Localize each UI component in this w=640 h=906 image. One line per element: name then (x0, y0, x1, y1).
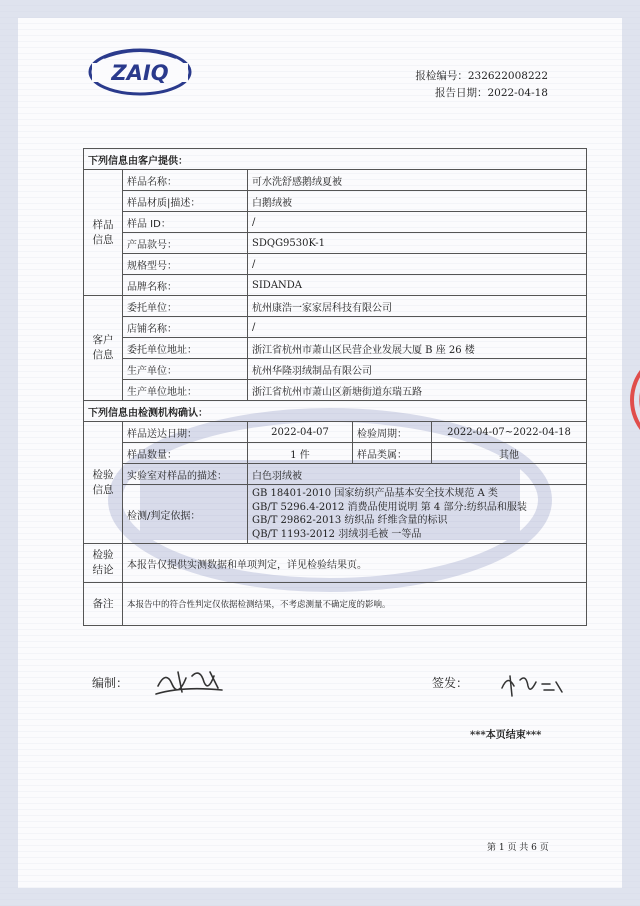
lab-section-title: 下列信息由检测机构确认： (84, 401, 587, 422)
remark-label: 备注 (84, 583, 123, 626)
client-address-value: 浙江省杭州市萧山区民营企业发展大厦 B 座 26 楼 (248, 338, 587, 359)
manufacturer-address-label: 生产单位地址： (123, 380, 248, 401)
sample-id-label: 样品 ID： (123, 212, 248, 233)
quantity-category-row (248, 443, 586, 463)
sample-info-group: 样品 信息 (84, 170, 123, 296)
official-seal-stamp (620, 340, 640, 460)
conclusion-label: 检验 结论 (84, 544, 123, 583)
spec-model-label: 规格型号： (123, 254, 248, 275)
received-date-label: 样品送达日期： (123, 422, 248, 443)
period-value: 2022-04-07~2022-04-18 (447, 426, 571, 438)
standards-label: 检测/判定依据： (123, 485, 248, 544)
report-date: 2022-04-18 (487, 87, 548, 99)
conclusion-text: 本报告仅提供实测数据和单项判定，详见检验结果页。 (123, 544, 587, 583)
approver-signature (498, 670, 568, 698)
page-number: 第 1 页 共 6 页 (487, 843, 549, 853)
sample-name-value: 可水洗舒感鹅绒夏被 (248, 170, 587, 191)
style-no-value: SDQG9530K-1 (248, 233, 587, 254)
logo-text: ZAIQ (111, 61, 169, 85)
description-label: 实验室对样品的描述： (123, 464, 248, 485)
sample-material-value: 白鹅绒被 (248, 191, 587, 212)
shop-name-value: / (248, 317, 587, 338)
approver-label: 签发： (432, 676, 469, 690)
category-label: 样品类属： (353, 443, 432, 463)
client-info-group: 客户 信息 (84, 296, 123, 401)
editor-label: 编制： (92, 676, 129, 690)
standard-item: QB/T 1193-2012 羽绒羽毛被 一等品 (252, 528, 422, 540)
end-of-page-mark: ***本页结束*** (470, 730, 542, 741)
quantity-label: 样品数量： (123, 443, 248, 464)
sample-name-label: 样品名称： (123, 170, 248, 191)
manufacturer-value: 杭州华隆羽绒制品有限公司 (248, 359, 587, 380)
report-date-label: 报告日期： (434, 87, 488, 99)
description-value: 白色羽绒被 (248, 464, 587, 485)
report-table (83, 148, 587, 626)
zaiq-logo (84, 46, 196, 98)
period-label: 检验周期： (353, 422, 432, 442)
shop-name-label: 店铺名称： (123, 317, 248, 338)
report-no: 232622008222 (467, 70, 548, 82)
received-date-value: 2022-04-07 (248, 422, 353, 442)
brand-label: 品牌名称： (123, 275, 248, 296)
report-no-label: 报检编号： (415, 70, 468, 82)
quantity-value: 1 件 (248, 443, 353, 463)
brand-value: SIDANDA (248, 275, 587, 296)
report-header (415, 68, 548, 102)
manufacturer-address-value: 浙江省杭州市萧山区新塘街道东瑞五路 (248, 380, 587, 401)
standard-item: GB 18401-2010 国家纺织产品基本安全技术规范 A 类 (252, 488, 498, 499)
sample-material-label: 样品材质|描述： (123, 191, 248, 212)
sample-id-value: / (248, 212, 587, 233)
date-period-row (248, 422, 586, 442)
client-value: 杭州康浩一家家居科技有限公司 (248, 296, 587, 317)
client-address-label: 委托单位地址： (123, 338, 248, 359)
style-no-label: 产品款号： (123, 233, 248, 254)
editor-signature (152, 664, 232, 698)
remark-text: 本报告中的符合性判定仅依据检测结果，不考虑测量不确定度的影响。 (123, 583, 587, 626)
standards-list (248, 485, 587, 544)
client-label: 委托单位： (123, 296, 248, 317)
standard-item: GB/T 5296.4-2012 消费品使用说明 第 4 部分:纺织品和服装 (252, 501, 527, 513)
spec-model-value: / (248, 254, 587, 275)
manufacturer-label: 生产单位： (123, 359, 248, 380)
standard-item: GB/T 29862-2013 纺织品 纤维含量的标识 (252, 515, 448, 526)
client-section-title: 下列信息由客户提供： (84, 149, 587, 170)
inspection-info-group: 检验 信息 (84, 422, 123, 544)
category-value: 其他 (499, 449, 519, 461)
